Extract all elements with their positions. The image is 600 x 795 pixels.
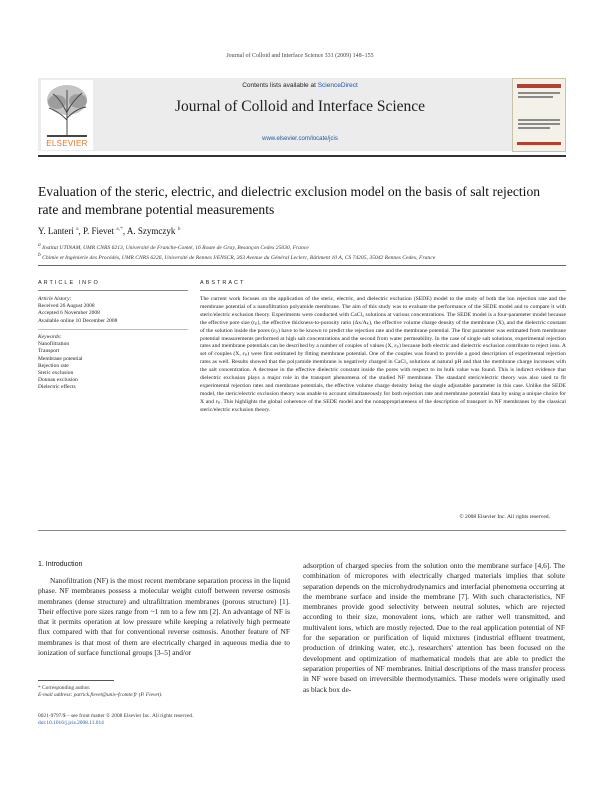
abstract-text: The current work focuses on the application of the steric, electric, and dielectric exclusion (SEDE) model to the study of both the ion rejection rate and the membrane potential of a nanofiltration polyamide membrane. The aim of this study was to evaluate the performance of the SEDE model and to compare it with steric/electric exclusion theory. Experiments were conducted with CaCl₂ solutions at various concentrations. The SEDE model is a four-parameter model because the effective pore size (rₚ), the effective thickness-to-porosity ratio (Δx/Aₖ), the effective volume charge density of the membrane (X), and the dielectric constant of the solution inside the pores (εₚ) have to be known to predict the rejection rate and the membrane potential. The first parameter was estimated from membrane potential measurements performed at high salt concentrations and the second from water permeability. In the case of single salt solutions, experimental rejection rates and membrane potentials can be described by a number of couples of values (X, εₚ) because both electric and dielectric exclusion contribute to reject ions. A set of couples (X, εₚ) were first estimated by fitting membrane potential. One of the couples was found to provide a good description of experimental rejection rates as well. Results showed that the polyamide membrane is negatively charged in CaCl₂ solutions at natural pH and that the membrane charge increases with the salt concentration. A decrease in the effective dielectric constant inside the pores with respect to its bulk value was found. This is indirect evidence that dielectric exclusion plays a major role in the transport phenomena of the studied NF membrane. The standard steric/electric theory was also used to fit experimental rejection rates and membrane potentials, the effective volume charge density being the single adjustable parameter in this case. Unlike the SEDE model, the steric/electric exclusion theory was unable to account simultaneously for both rejection rate and membrane potential data by using a unique choice for X and εₚ. This highlights the global coherence of the SEDE model and the nonappropriateness of the description of transport in NF membranes by the classical steric/electric exclusion theory.	[200, 296, 566, 413]
affiliation-rule	[38, 265, 566, 266]
keyword-item: Rejection rate	[38, 362, 69, 369]
history-label: Article history:	[38, 296, 72, 302]
corresponding-author-note: * Corresponding author.	[38, 685, 91, 691]
keywords-rule	[38, 329, 188, 330]
running-header: Journal of Colloid and Interface Science 331 (2009) 148–155	[226, 53, 374, 59]
masthead-rule	[38, 155, 566, 157]
body-text-left-column: Nanofiltration (NF) is the most recent membrane separation process in the liquid phase. NF membranes possess a molecular weight cutoff between reverse osmosis membranes (dense structure) and ultrafiltration membranes (porous structure) [1]. Their effective pore sizes range from ~1 nm to a few nm [2]. An advantage of NF is that it permits operation at low pressure while keeping a relatively high permeate flux compared with that for conventional reverse osmosis. Another feature of NF membranes is that most of them are electrically charged in aqueous media due to ionization of surface functional groups [3–5] and/or	[38, 576, 290, 658]
author-list: Y. Lanteri $^a$, P. Fievet $^{a,*}$, A. Szymczyk $^b$	[38, 226, 181, 236]
history-online: Available online 10 December 2008	[38, 317, 118, 324]
publisher-logo-text: ELSEVIER	[46, 139, 88, 148]
section-heading-introduction: 1. Introduction	[38, 561, 83, 568]
abstract-heading: ABSTRACT	[200, 280, 246, 286]
keyword-item: Nanofiltration	[38, 341, 70, 348]
affiliation-mark: b	[38, 252, 41, 258]
copyright-notice: © 2008 Elsevier Inc. All rights reserved.	[459, 514, 550, 520]
contents-available-line	[0, 82, 600, 89]
email-address[interactable]: E-mail address: patrick.fievet@univ-fcomte.fr (P. Fievet).	[38, 692, 163, 698]
contents-prefix: Contents lists available at	[242, 82, 318, 89]
author-name[interactable]: P. Fievet	[83, 226, 115, 236]
journal-title: Journal of Colloid and Interface Science	[175, 98, 426, 115]
history-received: Received 26 August 2008	[38, 303, 95, 310]
keyword-item: Membrane potential	[38, 355, 83, 362]
keywords-label: Keywords:	[38, 334, 62, 340]
journal-url-link[interactable]: www.elsevier.com/locate/jcis	[262, 136, 338, 142]
author-affiliation-mark[interactable]: a,*	[116, 226, 123, 232]
keyword-item: Dielectric effects	[38, 384, 76, 391]
keywords-block	[38, 334, 188, 392]
author-affiliation-mark[interactable]: b	[177, 226, 181, 232]
article-history	[38, 296, 188, 325]
author-affiliation-mark[interactable]: a	[76, 226, 79, 232]
abstract-rule	[200, 290, 566, 291]
keyword-item: Donnan exclusion	[38, 377, 78, 384]
footnote	[38, 685, 298, 699]
page-footer	[38, 713, 298, 728]
affiliation-text: Institut UTINAM, UMR CNRS 6213, Université de Franche-Comté, 16 Route de Gray, Besançon Cedex 25030, France	[42, 244, 309, 251]
article-title: Evaluation of the steric, electric, and dielectric exclusion model on the basis of salt rejection rate and membrane potential measurements	[38, 184, 541, 217]
affiliation-a	[38, 242, 566, 251]
affiliation-text: Chimie et Ingénierie des Procédés, UMR CNRS 6226, Université de Rennes I/ENSCR, 263 Avenue du Général Leclerc, Bâtiment 10 A, CS 74205, 35042 Rennes Cedex, France	[42, 254, 436, 261]
journal-cover-thumbnail	[512, 78, 566, 152]
author-name[interactable]: A. Szymczyk	[126, 226, 176, 236]
keyword-item: Steric exclusion	[38, 370, 74, 377]
author-name[interactable]: Y. Lanteri	[38, 226, 74, 236]
affiliation-b	[38, 252, 566, 261]
doi-link[interactable]: doi:10.1016/j.jcis.2008.11.014	[38, 720, 104, 727]
history-accepted: Accepted 6 November 2008	[38, 310, 100, 317]
issn-line: 0021-9797/$ – see front matter © 2008 Elsevier Inc. All rights reserved.	[38, 713, 194, 719]
keyword-item: Transport	[38, 348, 60, 355]
abstract-bottom-rule	[38, 530, 566, 531]
footnote-rule	[38, 680, 114, 681]
article-info-rule	[38, 290, 188, 291]
sciencedirect-link[interactable]: ScienceDirect	[317, 82, 358, 89]
article-info-heading: ARTICLE INFO	[38, 280, 100, 286]
body-text-right-column: adsorption of charged species from the solution onto the membrane surface [4,6]. The combination of micropores with electrically charged materials implies that solute separation depends on the microhydrodynamics and interfacial phenomena occurring at the membrane surface and inside the membrane [7]. With such characteristics, NF membranes provide good selectivity between neutral solutes, which are rejected according to their size, monovalent ions, which are rather well transmitted, and multivalent ions, which are mostly rejected. Due to the real application potential of NF for the separation or purification of liquid mixtures (industrial effluent treatment, production of drinking water, etc.), researchers' attention has been focused on the development and optimization of mathematical models that are able to predict the separation properties of NF membranes. Initial descriptions of the mass transfer process in NF were based on irreversible thermodynamics. These models were originally used as black box de-	[303, 561, 565, 694]
affiliation-mark: a	[38, 242, 41, 248]
